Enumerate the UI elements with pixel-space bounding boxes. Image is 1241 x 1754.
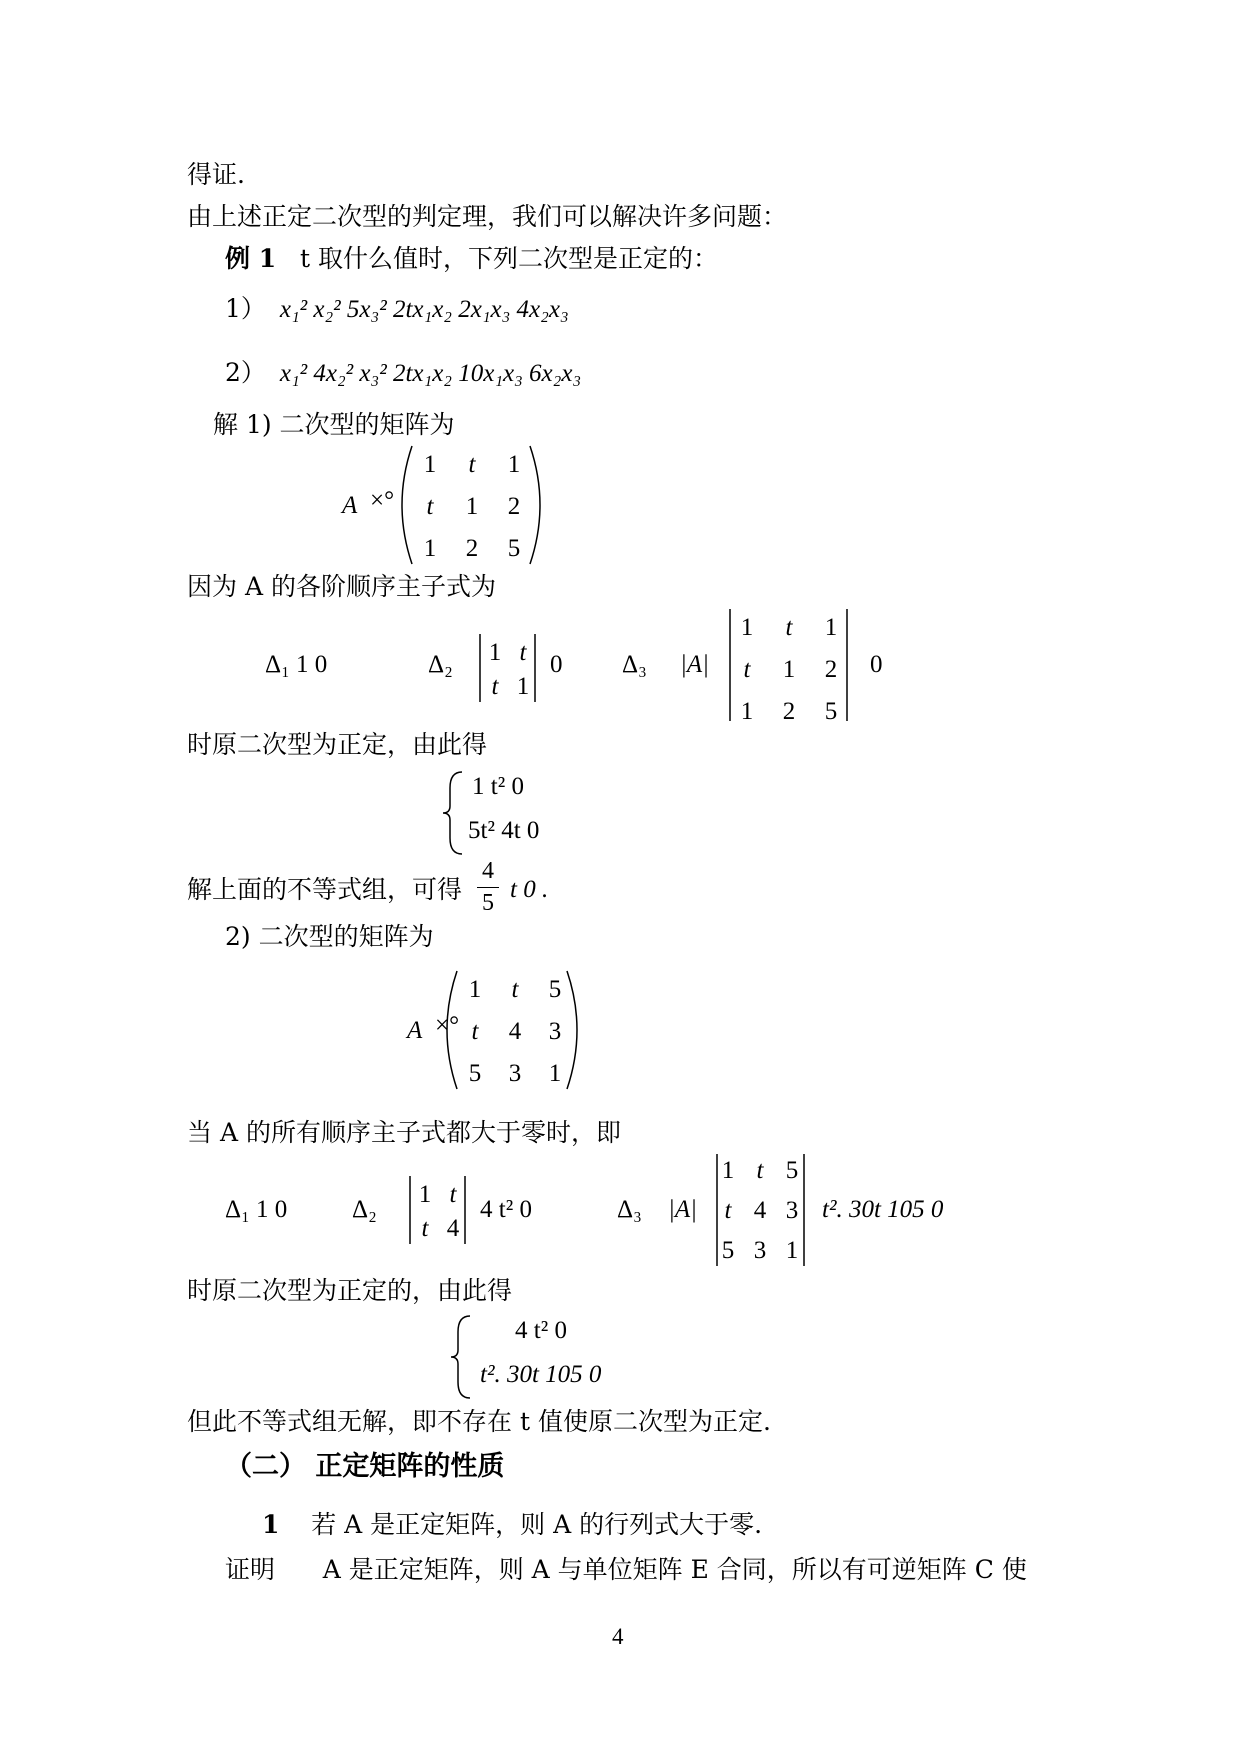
matrix-cell: 1 <box>418 1181 432 1208</box>
minor-delta-3-determinant <box>712 1150 812 1270</box>
property-number: 1 <box>262 1510 280 1539</box>
matrix-cell: 1 <box>465 493 479 520</box>
property-1 <box>262 1510 762 1540</box>
system-1-line: 5t² 4t 0 <box>468 817 540 844</box>
minor-delta-2-label: Δ₂ <box>428 651 453 678</box>
equals-glyph: ×° <box>370 487 395 514</box>
minor-delta-3-label: Δ₃ <box>622 651 647 678</box>
page-number: 4 <box>612 1624 624 1649</box>
text-line: 当 A 的所有顺序主子式都大于零时，即 <box>187 1118 621 1147</box>
matrix-cell: 1 <box>468 976 482 1003</box>
matrix-cell: 4 <box>446 1215 460 1242</box>
minor-delta-3-tail: 0 <box>870 651 883 678</box>
result-1-fraction <box>477 858 499 917</box>
matrix-cell: 1 <box>516 673 530 700</box>
solution-1-heading: 解 1) 二次型的矩阵为 <box>213 410 455 439</box>
matrix-cell: 2 <box>824 656 838 683</box>
example-heading <box>225 244 718 274</box>
matrix-cell: 1 <box>548 1060 562 1087</box>
minor-delta-2-tail: 0 <box>550 651 563 678</box>
minor-delta-2-determinant <box>475 630 545 705</box>
matrix-cell: 2 <box>782 698 796 725</box>
matrix-1-cells <box>424 451 521 562</box>
left-paren <box>402 446 412 564</box>
text-line: 得证. <box>187 160 245 189</box>
matrix-cell: 2 <box>465 535 479 562</box>
minor-delta-3-tail: t². 30t 105 0 <box>822 1196 944 1223</box>
minor-delta-2-determinant <box>405 1172 475 1247</box>
matrix-cell: 5 <box>548 976 562 1003</box>
equals-glyph: ×° <box>435 1012 460 1039</box>
property-text: 若 A 是正定矩阵，则 A 的行列式大于零. <box>311 1510 763 1539</box>
matrix-cell: 1 <box>824 614 838 641</box>
proof-label: 证明 <box>225 1555 276 1584</box>
question-label: 2） <box>225 358 266 387</box>
matrix-cell: 5 <box>824 698 838 725</box>
matrix-cell: 1 <box>740 614 754 641</box>
fraction-denominator: 5 <box>482 890 494 916</box>
matrix-cell: t <box>471 1018 479 1045</box>
minor-delta-3-determinant <box>725 605 855 725</box>
matrix-cell: t <box>724 1197 732 1224</box>
matrix-cell: 5 <box>468 1060 482 1087</box>
right-paren <box>567 971 577 1089</box>
determinant-cells <box>741 614 838 725</box>
matrix-cell: 4 <box>508 1018 522 1045</box>
matrix-cell: 1 <box>782 656 796 683</box>
minor-delta-1: Δ₁ 1 0 <box>265 651 328 678</box>
matrix-2 <box>395 965 595 1095</box>
example-label: 例 1 <box>225 244 277 273</box>
question-2 <box>225 358 581 389</box>
matrix-cell: 1 <box>721 1157 735 1184</box>
matrix-cell: t <box>449 1181 457 1208</box>
question-expression: x₁² 4x₂² x₃² 2tx₁x₂ 10x₁x₃ 6x₂x₃ <box>279 360 582 387</box>
matrix-cell: t <box>519 639 527 666</box>
determinant-cells <box>489 639 530 700</box>
text-line: 但此不等式组无解，即不存在 t 值使原二次型为正定. <box>187 1407 771 1436</box>
matrix-cell: 1 <box>785 1237 799 1264</box>
matrix-cell: t <box>421 1215 429 1242</box>
system-1-line: 1 t² 0 <box>472 773 524 800</box>
matrix-cell: 1 <box>507 451 521 478</box>
matrix-cell: 2 <box>507 493 521 520</box>
matrix-cell: 5 <box>785 1157 799 1184</box>
matrix-cell: 3 <box>753 1237 767 1264</box>
result-1-suffix: t 0 . <box>510 876 549 903</box>
system-2-brace <box>448 1312 478 1402</box>
matrix-symbol: A <box>407 1017 423 1044</box>
minor-delta-3-label: Δ₃ <box>617 1196 642 1223</box>
matrix-cell: 1 <box>488 639 502 666</box>
minor-delta-2-label: Δ₂ <box>352 1196 377 1223</box>
proof-text: A 是正定矩阵，则 A 与单位矩阵 E 合同，所以有可逆矩阵 C 使 <box>322 1555 1027 1584</box>
matrix-cell: 3 <box>785 1197 799 1224</box>
matrix-cell: t <box>785 614 793 641</box>
matrix-cell: 5 <box>507 535 521 562</box>
minor-delta-1: Δ₁ 1 0 <box>225 1196 288 1223</box>
example-text: t 取什么值时，下列二次型是正定的： <box>299 244 718 273</box>
fraction-numerator: 4 <box>482 858 494 884</box>
system-2-line: t². 30t 105 0 <box>480 1361 602 1388</box>
matrix-cell: t <box>426 493 434 520</box>
system-1-brace <box>440 768 470 858</box>
section-title: （二） 正定矩阵的性质 <box>225 1451 505 1482</box>
matrix-cell: t <box>511 976 519 1003</box>
right-paren <box>530 446 540 564</box>
minor-delta-3-mid: |A| <box>680 651 710 678</box>
matrix-cell: t <box>743 656 751 683</box>
determinant-cells <box>419 1181 460 1242</box>
text-line: 由上述正定二次型的判定理，我们可以解决许多问题： <box>187 202 788 231</box>
matrix-cell: 4 <box>753 1197 767 1224</box>
question-expression: x₁² x₂² 5x₃² 2tx₁x₂ 2x₁x₃ 4x₂x₃ <box>279 296 569 323</box>
question-1 <box>225 294 569 325</box>
matrix-cell: t <box>468 451 476 478</box>
proof-line <box>225 1555 1027 1585</box>
text-line: 时原二次型为正定，由此得 <box>187 730 488 759</box>
text-line: 时原二次型为正定的，由此得 <box>187 1276 513 1305</box>
matrix-cell: t <box>756 1157 764 1184</box>
matrix-cell: 5 <box>721 1237 735 1264</box>
matrix-2-cells <box>469 976 562 1087</box>
matrix-symbol: A <box>342 492 358 519</box>
minor-delta-3-mid: |A| <box>668 1196 698 1223</box>
result-1-prefix: 解上面的不等式组，可得 <box>187 875 463 904</box>
minor-delta-2-tail: 4 t² 0 <box>480 1196 532 1223</box>
matrix-cell: 3 <box>508 1060 522 1087</box>
matrix-cell: 1 <box>423 451 437 478</box>
matrix-cell: t <box>491 673 499 700</box>
matrix-1 <box>330 440 550 570</box>
matrix-cell: 1 <box>740 698 754 725</box>
solution-2-heading: 2) 二次型的矩阵为 <box>225 922 434 951</box>
matrix-cell: 1 <box>423 535 437 562</box>
system-2-line: 4 t² 0 <box>515 1317 567 1344</box>
matrix-cell: 3 <box>548 1018 562 1045</box>
question-label: 1） <box>225 294 266 323</box>
text-line: 因为 A 的各阶顺序主子式为 <box>187 572 496 601</box>
determinant-cells <box>722 1157 799 1264</box>
